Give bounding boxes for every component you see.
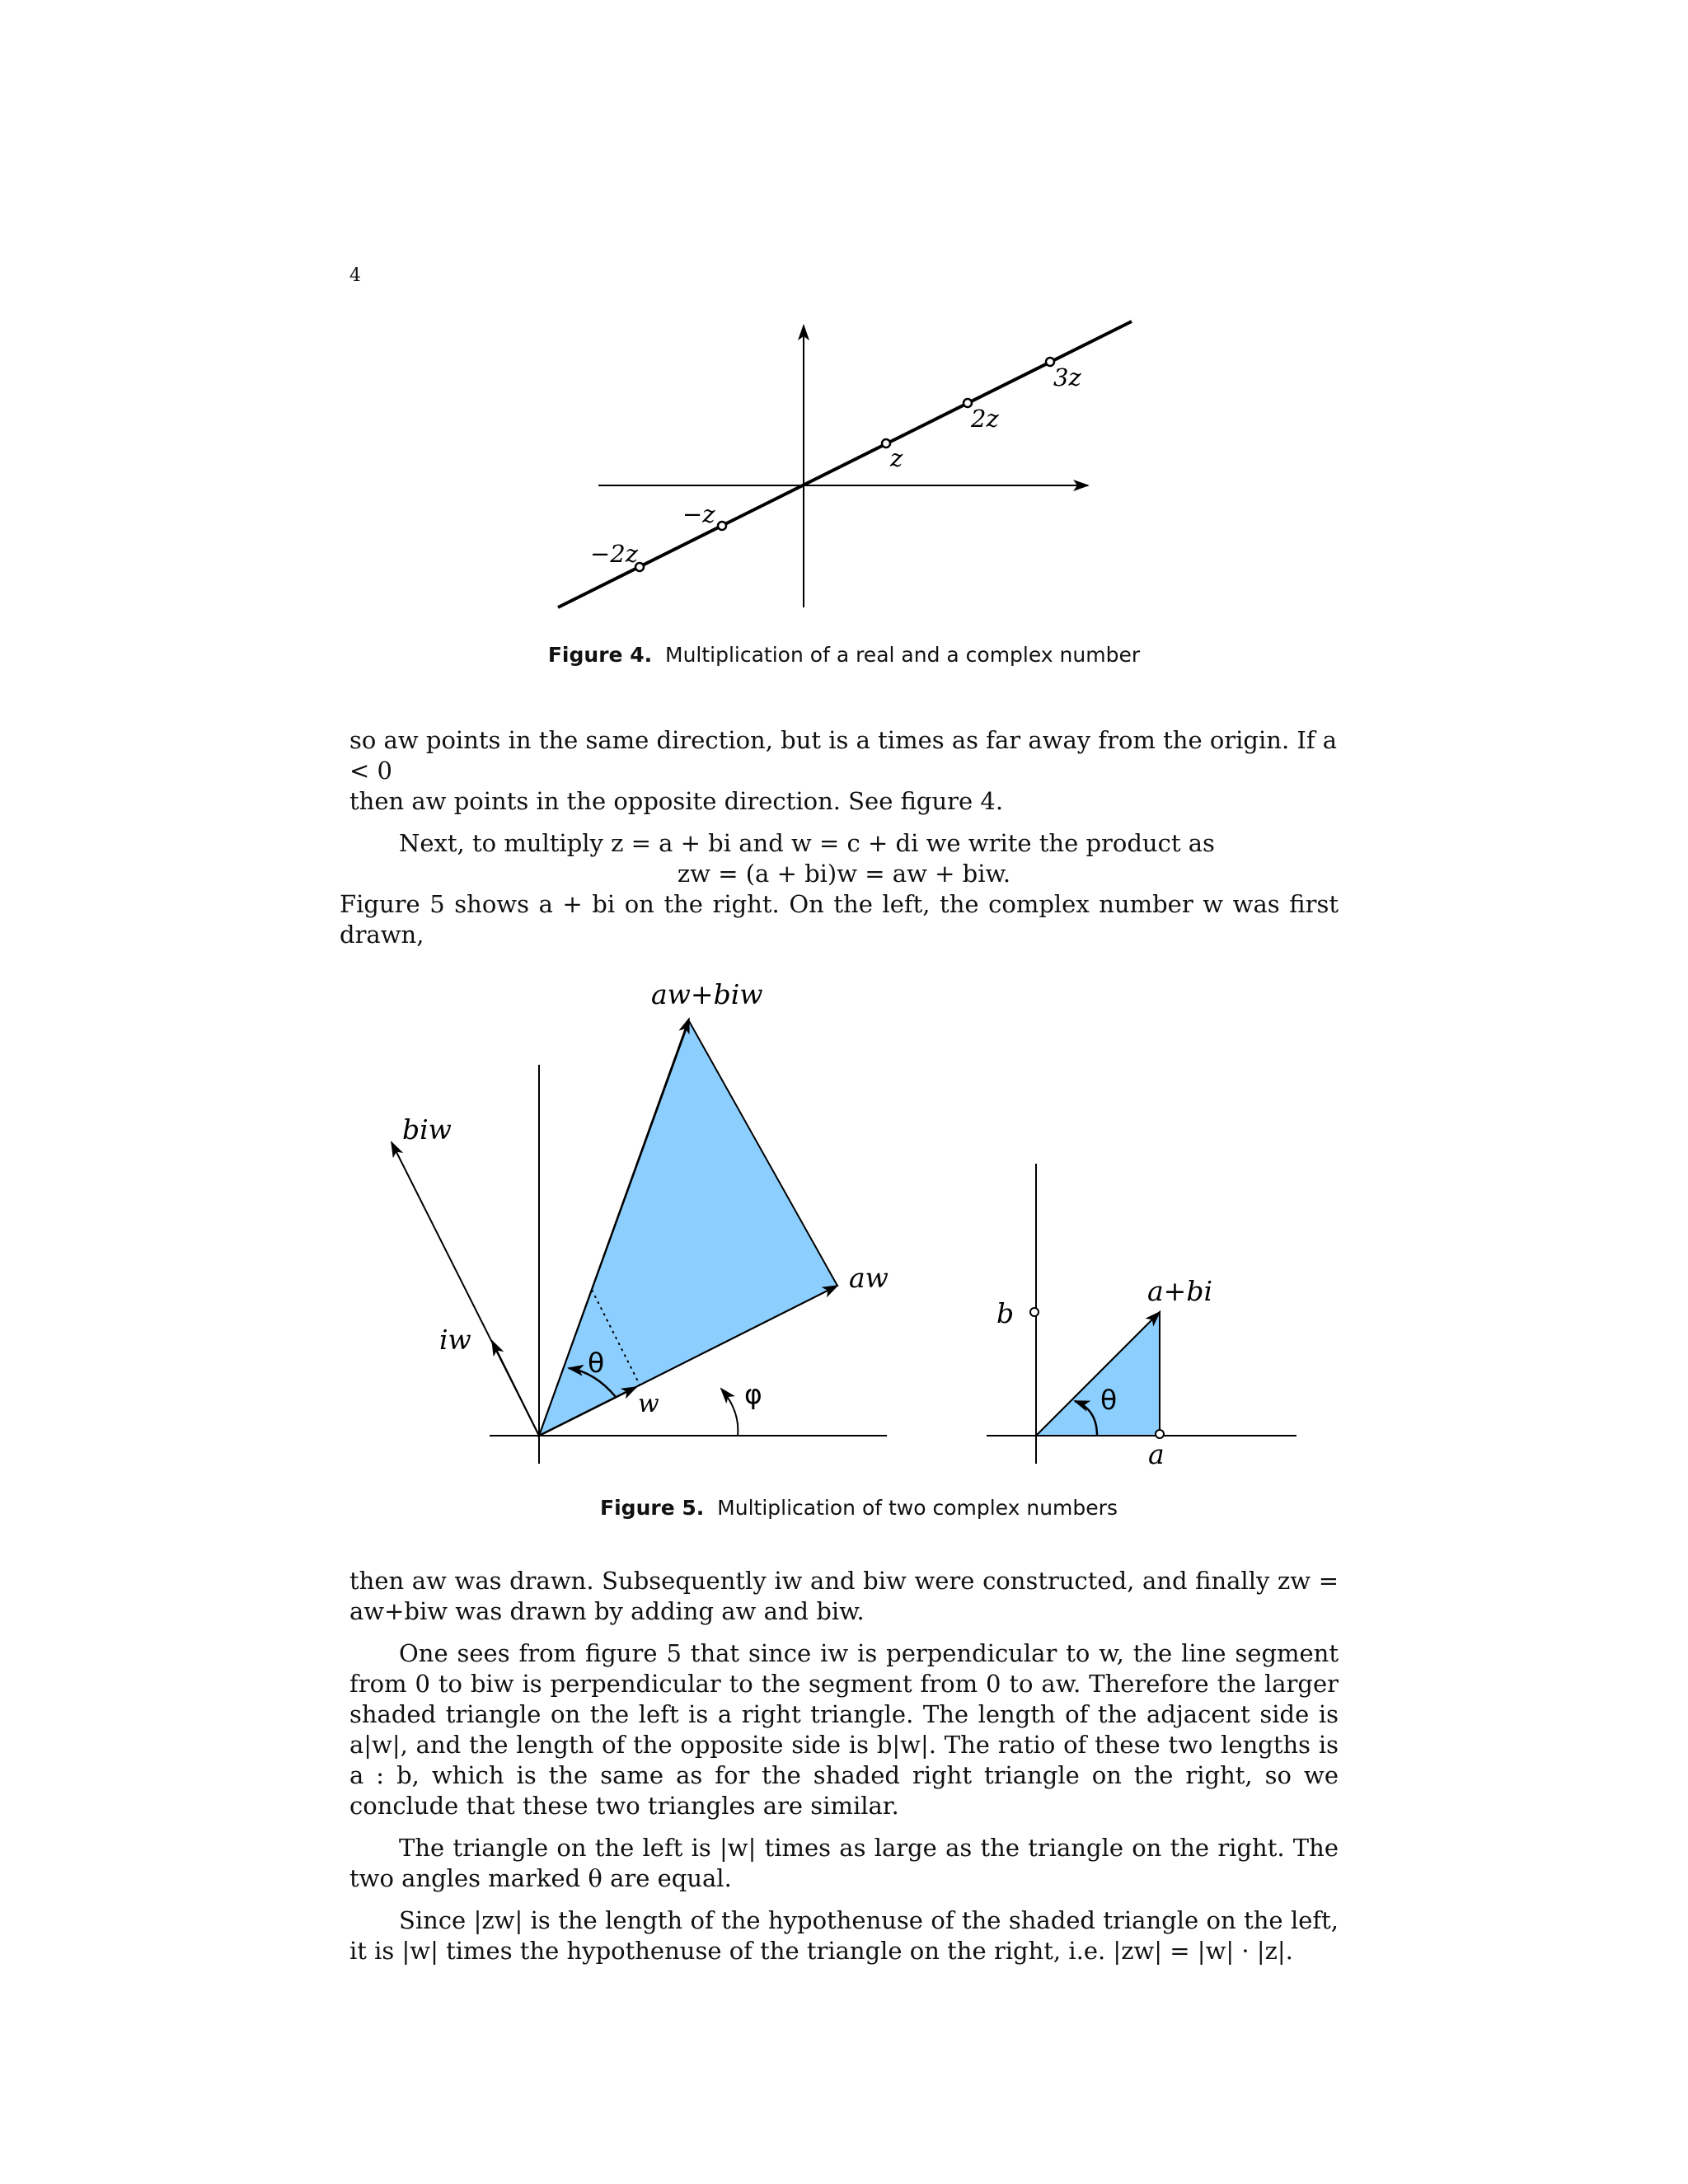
label-b: b	[996, 1297, 1015, 1329]
label-2z: 2z	[971, 405, 999, 433]
label-phi: φ	[744, 1378, 762, 1410]
label-neg2z: −2z	[590, 540, 639, 568]
left-shaded-triangle	[539, 1021, 837, 1436]
phi-arc	[721, 1389, 738, 1436]
label-a-bi: a+bi	[1147, 1275, 1213, 1307]
figure-4-caption	[0, 643, 1688, 667]
paragraph-6: The triangle on the left is |w| times as large as the triangle on the right. The two angles marked θ are equal.	[349, 1834, 1339, 1892]
vector-iw	[492, 1341, 539, 1436]
paragraph-1: so aw points in the same direction, but is a times as far away from the origin. If a < 0 then aw points in the opposite direction. See figure 4.	[349, 726, 1338, 815]
paragraph-7: Since |zw| is the length of the hypothenuse of the shaded triangle on the left, it is |w| times the hypothenuse of the triangle on the right, i.e. |zw| = |w| · |z|.	[349, 1906, 1339, 1965]
figure-4-caption-label: Figure 4.	[547, 643, 653, 667]
point-b	[1030, 1308, 1039, 1316]
body-text-2	[349, 1566, 1339, 1966]
equation: zw = (a + bi)w = aw + biw.	[677, 860, 1011, 888]
page-number: 4	[349, 265, 361, 286]
label-theta-right: θ	[1100, 1384, 1118, 1416]
label-aw: aw	[849, 1262, 889, 1294]
figure-5-caption-label: Figure 5.	[600, 1496, 705, 1520]
figure-5	[0, 948, 1688, 1624]
point-z	[882, 439, 890, 448]
figure-4	[0, 0, 1688, 626]
figure-4-caption-text: Multiplication of a real and a complex number	[665, 643, 1141, 667]
point-a	[1156, 1430, 1164, 1438]
label-aw-biw: aw+biw	[651, 978, 763, 1010]
label-negz: −z	[682, 500, 715, 528]
label-z: z	[890, 444, 903, 472]
figure-5-caption	[15, 1496, 1688, 1520]
label-biw: biw	[402, 1113, 452, 1146]
point-negz	[718, 522, 726, 530]
label-3z: 3z	[1053, 363, 1081, 391]
label-w: w	[638, 1390, 659, 1418]
label-iw: iw	[439, 1324, 471, 1356]
paragraph-4: then aw was drawn. Subsequently iw and biw were constructed, and finally zw = aw+biw was drawn by adding aw and biw.	[349, 1567, 1339, 1625]
label-theta-left: θ	[588, 1347, 605, 1379]
body-text-1	[340, 725, 1339, 950]
paragraph-5: One sees from figure 5 that since iw is perpendicular to w, the line segment from 0 to biw is perpendicular to the segment from 0 to aw. Therefore the larger shaded triangle on the left is a right triangle. The length of the adjacent side is a|w|, and the length of the opposite side is b|w|. The ratio of these two lengths is a : b, which is the same as for the shaded right triangle on the right, so we conclude that these two triangles are similar.	[349, 1639, 1339, 1820]
paragraph-2: Next, to multiply z = a + bi and w = c + di we write the product as	[399, 829, 1215, 857]
figure-5-caption-text: Multiplication of two complex numbers	[717, 1496, 1118, 1520]
paragraph-3: Figure 5 shows a + bi on the right. On the left, the complex number w was first drawn,	[340, 890, 1339, 949]
label-a: a	[1148, 1438, 1165, 1470]
